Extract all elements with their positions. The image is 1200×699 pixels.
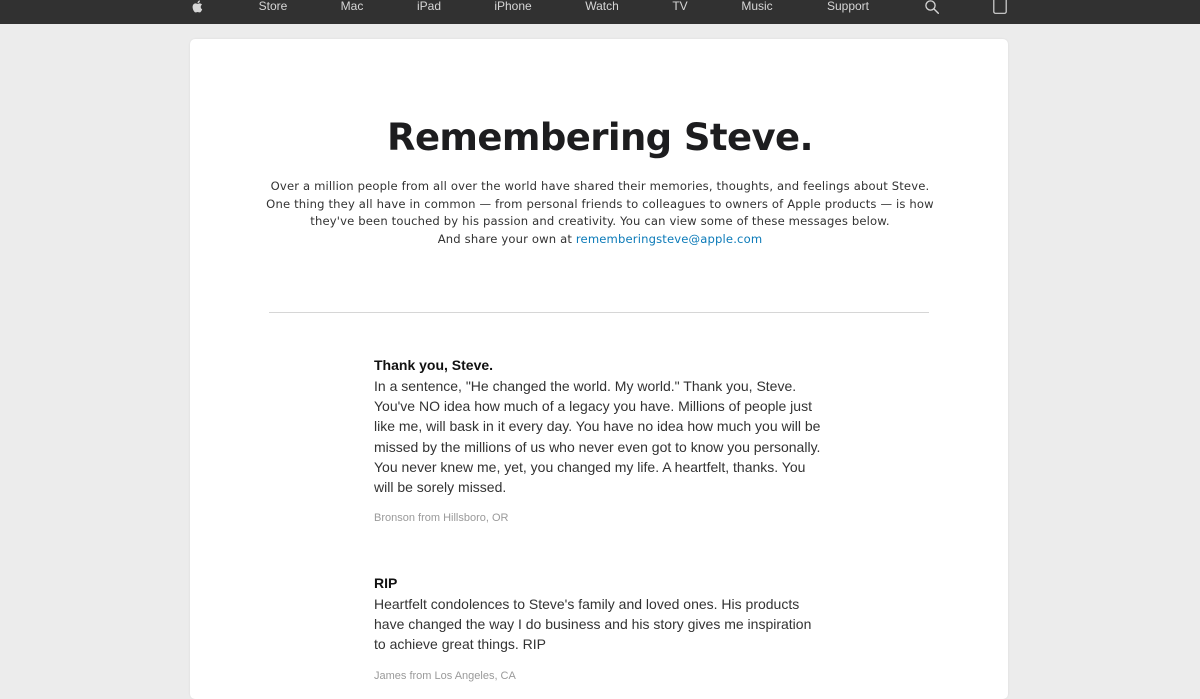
message-item: [374, 574, 834, 683]
search-icon[interactable]: [925, 0, 940, 14]
email-link[interactable]: rememberingsteve@apple.com: [575, 231, 763, 246]
message-author: Bronson from Hillsboro, OR: [374, 512, 509, 525]
message-item: [374, 356, 834, 525]
intro-paragraph: Over a million people from all over the world have shared their memories, thoughts, and feelings about Steve. One thing they all have in common — from personal friends to colleagues to owners of Apple products — is how they've been touched by his passion and creativity. You can view some of these messages below.: [266, 179, 934, 228]
global-nav: [0, 0, 1200, 24]
message-body: In a sentence, "He changed the world. My world." Thank you, Steve. You've NO idea how much of a legacy you have. Millions of people just like me, will bask in it every day. You have no idea how much you will be missed by the millions of us who never even got to know you personally. You never knew me, yet, you changed my life. A heartfelt, thanks. You will be sorely missed.: [374, 378, 821, 496]
nav-item-watch[interactable]: Watch: [585, 0, 619, 13]
message-title: RIP: [374, 575, 398, 591]
page-title: Remembering Steve.: [387, 116, 813, 159]
intro-text: [262, 178, 938, 248]
intro-share-prefix: And share your own at: [437, 231, 576, 246]
message-author: James from Los Angeles, CA: [374, 669, 516, 682]
nav-item-ipad[interactable]: iPad: [416, 0, 442, 13]
apple-logo-icon[interactable]: [191, 0, 204, 13]
nav-item-iphone[interactable]: iPhone: [494, 0, 532, 13]
section-divider: [269, 312, 929, 313]
nav-item-mac[interactable]: Mac: [340, 0, 364, 13]
nav-item-store[interactable]: Store: [258, 0, 288, 13]
nav-item-music[interactable]: Music: [741, 0, 773, 13]
message-title: Thank you, Steve.: [374, 357, 494, 373]
message-body: Heartfelt condolences to Steve's family and loved ones. His products have changed the way I do business and his story gives me inspiration to achieve great things. RIP: [374, 596, 812, 653]
nav-item-tv[interactable]: TV: [672, 0, 688, 13]
shopping-bag-icon[interactable]: [993, 0, 1007, 15]
nav-item-support[interactable]: Support: [826, 0, 870, 13]
intro-share-line: [262, 231, 938, 249]
